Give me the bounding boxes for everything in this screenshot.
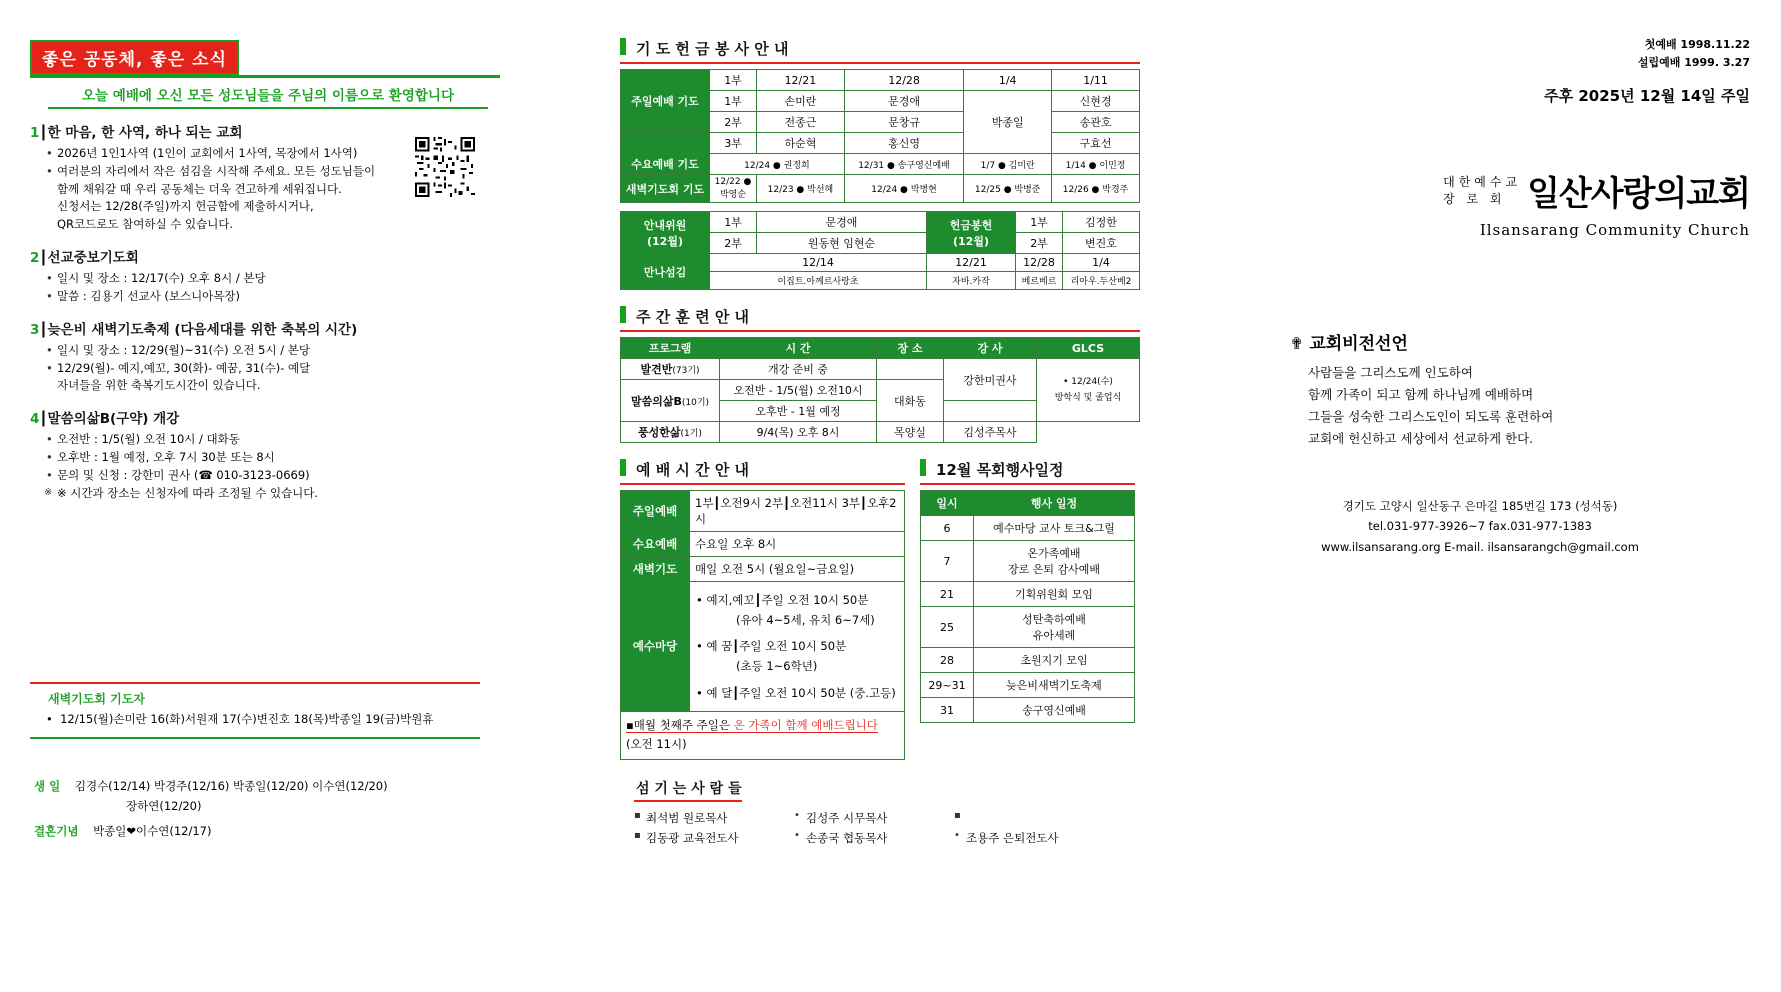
col-header: 프로그램 <box>621 338 720 359</box>
table-cell: 2부 <box>1016 233 1063 254</box>
table-header-row <box>921 491 1135 516</box>
dawn-prayer-label: 새벽기도회 기도 <box>621 175 710 203</box>
program-name: 발견반 <box>640 363 673 376</box>
december-schedule-block <box>920 457 1135 723</box>
yesumadang-item-2: • 예 꿈┃주일 오전 10시 50분 <box>696 639 847 654</box>
col-header: 시 간 <box>720 338 877 359</box>
training-table <box>620 337 1140 443</box>
table-cell: 12/22 ● 박영순 <box>710 175 757 203</box>
bulletin-date: 주후 2025년 12월 14일 주일 <box>1544 87 1750 106</box>
table-cell: 베르베르 <box>1016 272 1063 290</box>
dedication-label-line2: (12월) <box>953 234 989 248</box>
yesumadang-item-1: • 예지,예꼬┃주일 오전 10시 50분 <box>696 593 869 607</box>
church-name-english: Ilsansarang Community Church <box>1479 221 1750 240</box>
yesumadang-note <box>621 711 905 759</box>
worship-label-sunday: 주일예배 <box>621 491 690 532</box>
list-item: • 문의 및 신청 : 강한미 권사 (☎ 010-3123-0669) <box>46 467 530 485</box>
date-cell: 7 <box>921 541 974 582</box>
birthday-row-2: 장하연(12/20) <box>126 798 202 813</box>
event-cell <box>974 541 1135 582</box>
event-cell: 기획위원회 모임 <box>974 582 1135 607</box>
divider <box>30 737 480 739</box>
banner-title: 좋은 공동체, 좋은 소식 <box>30 40 239 75</box>
program-term: (1기) <box>680 429 702 439</box>
table-cell <box>621 359 720 380</box>
training-title: 주 간 훈 련 안 내 <box>620 304 1140 332</box>
date-cell: 21 <box>921 582 974 607</box>
table-cell <box>621 380 720 422</box>
event-line-2: 유아세례 <box>1032 629 1076 642</box>
worship-value-dawn: 매일 오전 5시 (월요일~금요일) <box>690 557 905 582</box>
table-row <box>921 698 1135 723</box>
list-item: 자녀들을 위한 축복기도시간이 있습니다. <box>57 378 261 393</box>
first-service-date: 첫예배 1998.11.22 <box>1644 38 1750 51</box>
table-row <box>921 648 1135 673</box>
vision-title-text: 교회비전선언 <box>1309 334 1408 355</box>
church-address: 경기도 고양시 일산동구 은마길 185번길 173 (성석동) <box>1342 498 1618 513</box>
program-name: 말씀의삶B <box>630 394 682 408</box>
table-cell: 신현경 <box>1052 91 1140 112</box>
notice-section-3 <box>30 318 530 395</box>
event-line-2: 장로 은퇴 감사예배 <box>1007 563 1100 576</box>
dedication-label-line1: 헌금봉헌 <box>949 218 993 232</box>
notice-4-title: 4┃말씀의삶B(구약) 개강 <box>30 411 180 428</box>
list-item: • 오후반 : 1월 예정, 오후 7시 30분 또는 8시 <box>46 449 530 467</box>
col-header: 1/4 <box>964 70 1052 91</box>
list-item: • 일시 및 장소 : 12/29(월)~31(수) 오전 5시 / 본당 <box>46 342 530 360</box>
church-phone: tel.031-977-3926~7 fax.031-977-1383 <box>1368 519 1592 534</box>
table-row <box>621 175 1140 203</box>
table-cell: 박종일 <box>964 91 1052 154</box>
church-website[interactable]: www.ilsansarang.org E-mail. ilsansarangch@gmail.com <box>1321 540 1639 555</box>
notice-section-4 <box>30 407 530 502</box>
col-header: 12/28 <box>844 70 963 91</box>
birthday-row <box>34 777 530 797</box>
table-row <box>621 711 905 759</box>
denomination <box>1443 174 1521 208</box>
col-header: 1/4 <box>1063 254 1140 272</box>
offering-table <box>620 69 1140 203</box>
notice-3-number: 3 <box>30 321 40 338</box>
table-row <box>621 133 1140 154</box>
note-text-a: 매월 첫째주 주일은 <box>633 717 734 732</box>
event-cell: 늦은비새벽기도축제 <box>974 673 1135 698</box>
table-cell: 강한미권사 <box>944 359 1037 401</box>
note-text-c: (오전 11시) <box>626 737 687 752</box>
table-cell: 2부 <box>710 112 757 133</box>
qr-code-icon <box>415 137 475 197</box>
wedding-names: 박종일❤이수연(12/17) <box>93 824 212 839</box>
col-header: 일시 <box>921 491 974 516</box>
guide-committee-label <box>621 212 710 254</box>
table-row <box>621 359 1140 380</box>
col-header: 12/28 <box>1016 254 1063 272</box>
guide-dedication-table <box>620 211 1140 290</box>
table-row <box>921 673 1135 698</box>
date-cell: 6 <box>921 516 974 541</box>
notice-1-heading: 한 마음, 한 사역, 하나 되는 교회 <box>47 125 243 141</box>
table-cell: 전종근 <box>757 112 845 133</box>
notice-2-list <box>46 270 530 306</box>
sunday-prayer-label-2 <box>621 133 710 154</box>
notice-4-heading: 말씀의삶B(구약) 개강 <box>47 411 180 428</box>
list-item: ▪ 김동광 교육전도사 <box>634 830 776 846</box>
founding-date: 설립예배 1999. 3.27 <box>1637 55 1750 69</box>
yesumadang-label: 예수마당 <box>621 582 690 712</box>
wedding-row <box>34 822 530 842</box>
table-cell: 2부 <box>710 233 757 254</box>
table-cell: 1부 <box>710 212 757 233</box>
worship-label-wednesday: 수요예배 <box>621 532 690 557</box>
table-cell <box>621 422 720 443</box>
cross-icon: ✟ <box>1290 334 1304 354</box>
table-cell: 오후반 - 1월 예정 <box>720 401 877 422</box>
date-cell: 25 <box>921 607 974 648</box>
table-cell: 리아우.두산베2 <box>1063 272 1140 290</box>
denomination-line1: 대한예수교 <box>1443 174 1522 189</box>
notice-1-number: 1 <box>30 125 40 141</box>
welcome-message: 오늘 예배에 오신 모든 성도님들을 주님의 이름으로 환영합니다 <box>48 84 488 109</box>
december-schedule-table <box>920 490 1135 723</box>
offering-title: 기 도 헌 금 봉 사 안 내 <box>620 36 1140 64</box>
servers-list <box>634 810 1140 846</box>
table-cell: 원동현 임현순 <box>757 233 927 254</box>
wednesday-prayer-label: 수요예배 기도 <box>621 154 710 175</box>
col-header: 장 소 <box>877 338 944 359</box>
table-row <box>621 154 1140 175</box>
servers-block <box>634 778 1140 846</box>
table-cell: 홍신영 <box>844 133 963 154</box>
offering-block <box>620 36 1140 290</box>
list-item: ▪ 최석범 원로목사 <box>634 810 776 826</box>
church-logo <box>1180 166 1750 239</box>
church-contact <box>1180 496 1750 558</box>
event-cell: 초원지기 모임 <box>974 648 1135 673</box>
program-term: (10기) <box>681 397 710 408</box>
notice-1-title: 1┃한 마음, 한 사역, 하나 되는 교회 <box>30 125 243 141</box>
notice-3-title: 3┃늦은비 새벽기도축제 (다음세대를 위한 축복의 시간) <box>30 321 358 338</box>
table-cell: 3부 <box>710 133 757 154</box>
note-prefix: ▪매월 첫째주 주일은 온 가족이 함께 예배드립니다 <box>626 717 878 732</box>
table-cell: 송관호 <box>1052 112 1140 133</box>
table-cell: 김성주목사 <box>944 422 1037 443</box>
banner-wrap <box>30 40 500 78</box>
worship-block <box>620 457 905 760</box>
worship-title: 예 배 시 간 안 내 <box>620 457 905 485</box>
list-item: QR코드로도 참여하실 수 있습니다. <box>57 217 234 232</box>
table-cell: 자바.카작 <box>927 272 1016 290</box>
program-name: 풍성한삶 <box>638 426 681 439</box>
table-cell: 오전반 - 1/5(월) 오전10시 <box>720 380 877 401</box>
prayer-leaders-line: • 12/15(월)손미란 16(화)서원재 17(수)변진호 18(목)박종일 19(금)박원휴 <box>46 712 434 727</box>
date-cell: 28 <box>921 648 974 673</box>
worship-table <box>620 490 905 760</box>
notice-section-1 <box>30 121 530 234</box>
table-row <box>621 212 1140 233</box>
vision-line-1: 사람들을 그리스도께 인도하여 <box>1308 365 1473 381</box>
event-cell: 송구영신예배 <box>974 698 1135 723</box>
table-row <box>621 491 905 532</box>
left-column <box>30 40 530 842</box>
list-item: • 조용주 은퇴전도사 <box>954 830 1096 846</box>
church-name: 일산사랑의교회 <box>1527 174 1750 215</box>
notice-2-heading: 선교중보기도회 <box>47 250 139 267</box>
table-cell: 1부 <box>710 91 757 112</box>
prayer-leaders-block <box>30 682 530 739</box>
notice-3-heading: 늦은비 새벽기도축제 (다음세대를 위한 축복의 시간) <box>47 321 358 338</box>
table-row <box>921 582 1135 607</box>
worship-and-schedule <box>620 457 1140 760</box>
yesumadang-item-3: • 예 달┃주일 오전 10시 50분 (중.고등) <box>696 685 896 700</box>
list-item: ※ ※ 시간과 장소는 신청자에 따라 조정될 수 있습니다. <box>46 485 530 503</box>
table-cell <box>877 359 944 380</box>
notice-2-title: 2┃선교중보기도회 <box>30 250 139 267</box>
prayer-leaders-names: 12/15(월)손미란 16(화)서원재 17(수)변진호 18(목)박종일 19(금)박원휴 <box>60 712 434 727</box>
wedding-label: 결혼기념 <box>34 824 79 839</box>
table-cell: 12/23 ● 박선혜 <box>757 175 845 203</box>
table-cell: 이집트.아께르사랑초 <box>710 272 927 290</box>
col-header: 12/21 <box>927 254 1016 272</box>
table-cell: 대화동 <box>877 380 944 422</box>
col-header: 12/14 <box>710 254 927 272</box>
table-row <box>621 557 905 582</box>
worship-value-wednesday: 수요일 오후 8시 <box>690 532 905 557</box>
list-item: • 여러분의 자리에서 작은 섬김을 시작해 주세요. 모든 성도님들이 <box>46 163 530 181</box>
vision-statement <box>1290 329 1750 450</box>
notice-4-number: 4 <box>30 411 40 428</box>
glcs-note-line2: 방학식 및 졸업식 <box>1054 393 1122 403</box>
table-header-row <box>621 338 1140 359</box>
table-cell: 문창규 <box>844 112 963 133</box>
vision-line-4: 교회에 헌신하고 세상에서 선교하게 한다. <box>1308 430 1534 446</box>
table-row <box>921 607 1135 648</box>
table-cell: 하순혁 <box>757 133 845 154</box>
vision-title <box>1290 329 1750 354</box>
training-block <box>620 304 1140 443</box>
sunday-prayer-label: 주일예배 기도 <box>621 70 710 133</box>
guide-label-line1: 안내위원 <box>643 218 687 232</box>
col-header: 1/11 <box>1052 70 1140 91</box>
notice-2-number: 2 <box>30 250 40 267</box>
notice-4-list <box>46 431 530 502</box>
birthday-block <box>34 777 530 842</box>
col-header: 강 사 <box>944 338 1037 359</box>
table-cell: 9/4(목) 오후 8시 <box>720 422 877 443</box>
list-item: 신청서는 12/28(주일)까지 헌금함에 제출하시거나, <box>57 199 314 214</box>
list-item: 함께 채워갈 때 우리 공동체는 더욱 견고하게 세워집니다. <box>57 181 342 196</box>
table-cell: 1/7 ● 김미란 <box>964 154 1052 175</box>
table-cell: 문경애 <box>757 212 927 233</box>
list-item: • 2026년 1인1사역 (1인이 교회에서 1사역, 목장에서 1사역) <box>46 145 530 163</box>
table-row <box>621 582 905 712</box>
table-row <box>621 70 1140 91</box>
worship-value-sunday: 1부┃오전9시 2부┃오전11시 3부┃오후2시 <box>690 491 905 532</box>
divider <box>30 682 480 684</box>
table-cell: 12/31 ● 송구영신예배 <box>844 154 963 175</box>
table-cell: 김정한 <box>1063 212 1140 233</box>
december-schedule-title: 12월 목회행사일정 <box>920 457 1135 485</box>
note-text-b: 온 가족이 함께 예배드립니다 <box>733 717 878 732</box>
birthday-label: 생 일 <box>34 779 61 794</box>
table-cell: 1부 <box>710 70 757 91</box>
table-row <box>621 254 1140 272</box>
table-cell: 12/24 ● 박병현 <box>844 175 963 203</box>
notice-3-list <box>46 342 530 395</box>
vision-line-2: 함께 가족이 되고 함께 하나님께 예배하며 <box>1308 387 1534 403</box>
birthday-names-1: 김경수(12/14) 박경주(12/16) 박종일(12/20) 이수연(12/20) <box>74 779 388 794</box>
list-item: • 김성주 시무목사 <box>794 810 936 826</box>
date-cell: 31 <box>921 698 974 723</box>
list-item: • 말씀 : 김용기 선교사 (보스니아목장) <box>46 288 530 306</box>
dedication-label <box>927 212 1016 254</box>
glcs-note-line1: • 12/24(수) <box>1063 376 1113 387</box>
event-line-1: 온가족예배 <box>1027 547 1081 560</box>
yesumadang-sub-1: (유아 4~5세, 유치 6~7세) <box>736 613 875 628</box>
table-cell: 12/24 ● 권정희 <box>710 154 845 175</box>
table-cell: 문경애 <box>844 91 963 112</box>
table-row <box>621 532 905 557</box>
col-header: 행사 일정 <box>974 491 1135 516</box>
table-cell: 개강 준비 중 <box>720 359 877 380</box>
list-item: • 손종국 협동목사 <box>794 830 936 846</box>
table-cell: 12/26 ● 박경주 <box>1052 175 1140 203</box>
event-line-1: 성탄축하예배 <box>1022 613 1086 626</box>
guide-label-line2: (12월) <box>647 234 683 248</box>
table-row <box>621 422 1140 443</box>
right-column <box>1180 36 1750 558</box>
yesumadang-sub-2: (초등 1~6학년) <box>736 659 818 674</box>
table-cell: 12/25 ● 박병준 <box>964 175 1052 203</box>
table-row <box>921 516 1135 541</box>
founding-info <box>1180 36 1750 71</box>
table-row <box>921 541 1135 582</box>
table-cell: 목양실 <box>877 422 944 443</box>
col-header: 12/21 <box>757 70 845 91</box>
vision-line-3: 그들을 성숙한 그리스도인이 되도록 훈련하여 <box>1308 408 1554 424</box>
notice-section-2 <box>30 246 530 306</box>
middle-column <box>620 36 1140 846</box>
col-header: GLCS <box>1037 338 1140 359</box>
list-item: • 일시 및 장소 : 12/17(수) 오후 8시 / 본당 <box>46 270 530 288</box>
list-item: • 오전반 : 1/5(월) 오전 10시 / 대화동 <box>46 431 530 449</box>
date-cell: 29~31 <box>921 673 974 698</box>
manna-label: 만나섬김 <box>621 254 710 290</box>
yesumadang-cell <box>690 582 905 712</box>
denomination-line2: 장 로 회 <box>1443 191 1506 206</box>
list-item: • 12/29(월)- 예지,예꼬, 30(화)- 예꿈, 31(수)- 예달 <box>46 360 530 378</box>
table-cell: 구효선 <box>1052 133 1140 154</box>
event-cell <box>974 607 1135 648</box>
table-cell: 1/14 ● 이민정 <box>1052 154 1140 175</box>
worship-label-dawn: 새벽기도 <box>621 557 690 582</box>
table-cell: 1부 <box>1016 212 1063 233</box>
table-cell: 손미란 <box>757 91 845 112</box>
prayer-leaders-heading: 새벽기도회 기도자 <box>48 692 145 707</box>
table-cell: 변진호 <box>1063 233 1140 254</box>
glcs-note <box>1037 359 1140 422</box>
event-cell: 예수마당 교사 토크&그릴 <box>974 516 1135 541</box>
servers-title: 섬 기 는 사 람 들 <box>634 778 742 802</box>
program-term: (73기) <box>672 366 700 376</box>
list-item-spacer <box>954 810 1096 826</box>
